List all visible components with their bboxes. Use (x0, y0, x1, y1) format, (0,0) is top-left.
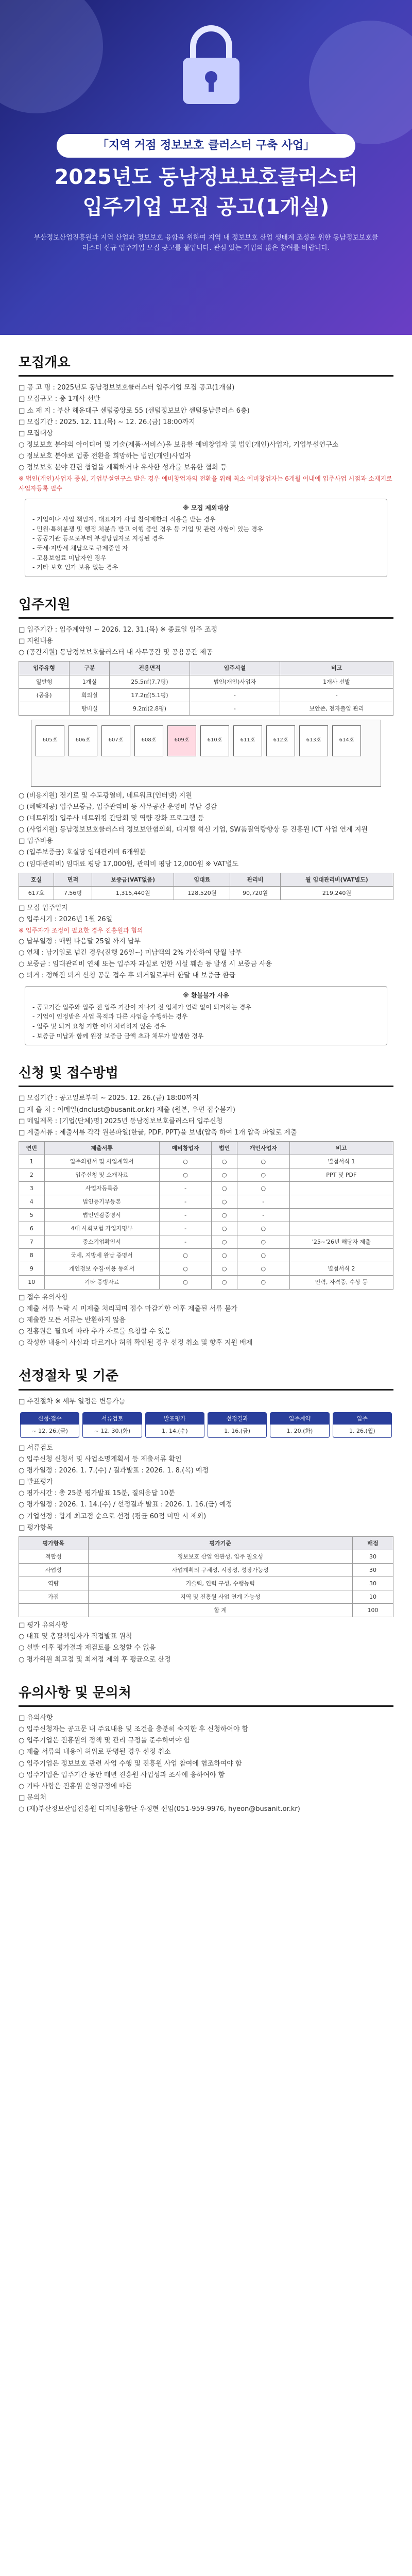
table-cell: - (237, 1195, 289, 1209)
table-cell: ○ (212, 1182, 237, 1195)
step-label: 선정결과 (208, 1413, 266, 1425)
text-line: ○ 제출 서류의 내용이 허위로 판명될 경우 선정 취소 (19, 1748, 171, 1756)
table-cell: ○ (237, 1262, 289, 1276)
table-header: 월 임대관리비(VAT별도) (280, 873, 393, 886)
text-line: ○ (입주보증금) 호실당 임대관리비 6개월분 (19, 849, 146, 857)
criteria-table (19, 1536, 393, 1617)
table-cell: (공용) (19, 688, 70, 702)
box-line: - 기업이 인정받은 사업 목적과 다른 사업을 수행하는 경우 (32, 1013, 188, 1021)
text-line: ○ (혜택제공) 입주보증금, 입주관리비 등 사무공간 운영비 부담 경감 (19, 803, 217, 811)
text-line: □ 입주기간 : 입주계약일 ~ 2026. 12. 31.(목) ※ 종료일 입주 조정 (19, 626, 218, 634)
text-line: □ 접수 유의사항 (19, 1293, 68, 1301)
table-cell: 9 (19, 1262, 45, 1276)
table-cell: PPT 및 PDF (289, 1168, 393, 1182)
table-cell: ○ (212, 1155, 237, 1168)
exclusion-box (25, 499, 387, 577)
table-cell: 1,315,440원 (92, 886, 174, 900)
table-row (19, 675, 393, 688)
process-step (20, 1412, 79, 1438)
note: ※ 법인(개인)사업자 중심, 기업부설연구소 발은 경우 예비창업자의 전환을 위해 최소 예비창업자는 6개월 이내에 입주사업 시점과 소재지로 사업자등록 필수 (19, 475, 392, 493)
section-overview (0, 352, 412, 577)
section-notice (0, 1683, 412, 1837)
text-line: ○ 입주시기 : 2026년 1월 26일 (19, 915, 113, 923)
table-row (19, 1249, 393, 1262)
cost-table (19, 873, 393, 900)
table-cell: 3 (19, 1182, 45, 1195)
deco-circle (309, 21, 412, 144)
table-header: 비고 (280, 662, 393, 675)
table-cell: ○ (159, 1262, 212, 1276)
section-apply (0, 1063, 412, 1348)
text-line: ○ 제출 서류 누락 시 미제출 처리되며 접수 마감기한 이후 제출된 서류 불가 (19, 1304, 238, 1313)
table-row (19, 1262, 393, 1276)
text-line: ○ 입주신청 신청서 및 사업소명계획서 등 제출서류 확인 (19, 1455, 182, 1463)
table-cell: - (190, 702, 280, 715)
text-line: □ 평가항목 (19, 1523, 53, 1532)
text-line: ○ 기타 사항은 진흥원 운영규정에 따름 (19, 1782, 132, 1790)
text-line: ○ 입주기업은 입주기간 동안 매년 진흥원 사업성과 조사에 응하여야 함 (19, 1771, 225, 1779)
text-line: ○ 납부일정 : 매월 다음달 25일 까지 납부 (19, 937, 141, 945)
section-title: 선정절차 및 기준 (19, 1368, 118, 1384)
divider (19, 1389, 393, 1391)
table-cell: ○ (237, 1155, 289, 1168)
table-cell: 17.2㎡(5.1평) (110, 688, 190, 702)
text-line: ○ 정보보호 분야의 아이디어 및 기술(제품·서비스)을 보유한 예비창업자 및 법인(개인)사업자, 기업부설연구소 (19, 441, 339, 449)
table-cell: ○ (159, 1249, 212, 1262)
text-line: □ 평가 유의사항 (19, 1621, 68, 1630)
room: 605호 (36, 725, 64, 756)
table-row (19, 1550, 393, 1563)
table-row (19, 1563, 393, 1577)
table-cell: ○ (237, 1249, 289, 1262)
table-cell: ○ (237, 1222, 289, 1235)
table-cell: 2 (19, 1168, 45, 1182)
text-line: ○ 연체 : 납기일로 넘긴 경우(진행 26일~) 미납액의 2% 가산하여 당월 납부 (19, 948, 242, 957)
table-cell: ○ (212, 1262, 237, 1276)
table-cell: 중소기업확인서 (44, 1235, 159, 1249)
text-line: ○ (공간지원) 동남정보보호클러스터 내 사무공간 및 공용공간 제공 (19, 649, 213, 657)
step-label: 입주 (333, 1413, 391, 1425)
table-cell: 입주의향서 및 사업계획서 (44, 1155, 159, 1168)
table-header: 평가기준 (88, 1536, 352, 1550)
section-selection (0, 1366, 412, 1665)
table-cell: 가점 (19, 1590, 89, 1604)
table-cell: 지역 및 진흥원 사업 연계 가능성 (88, 1590, 352, 1604)
box-line: - 민원·특허분쟁 및 행정 처분을 받고 이행 중인 경우 등 기업 및 관련 사항이 있는 경우 (32, 525, 263, 533)
table-cell: '25~'26년 해당자 제출 (289, 1235, 393, 1249)
divider (19, 1086, 393, 1087)
process-steps (19, 1412, 393, 1438)
box-line: - 기업이나 사업 책임자, 대표자가 사업 참여제한의 적용을 받는 경우 (32, 516, 216, 523)
text-line: □ 모집기간 : 공고일로부터 ~ 2025. 12. 26.(금) 18:00까지 (19, 1094, 199, 1103)
room: 606호 (68, 725, 97, 756)
text-line: ○ 제출한 모든 서류는 반환하지 않음 (19, 1316, 126, 1324)
table-row (19, 1604, 393, 1617)
table-row (19, 1168, 393, 1182)
text-line: ○ 평가일정 : 2026. 1. 14.(수) / 선정결과 발표 : 2026. 1. 16.(금) 예정 (19, 1501, 232, 1509)
step-date: ~ 12. 26.(금) (31, 1427, 68, 1434)
table-cell: 617호 (19, 886, 54, 900)
room: 610호 (200, 725, 229, 756)
text-line: □ 소 재 지 : 부산 해운대구 센텀중앙로 55 (센텀정보보안 센텀동남클러스 6층) (19, 406, 250, 415)
text-line: □ 입주비용 (19, 837, 53, 845)
table-header: 보증금(VAT없음) (92, 873, 174, 886)
table-row (19, 1577, 393, 1590)
table-cell: 1 (19, 1155, 45, 1168)
room-highlight: 609호 (167, 725, 196, 756)
process-step (82, 1412, 142, 1438)
table-header: 배점 (352, 1536, 393, 1550)
table-cell: ○ (159, 1168, 212, 1182)
table-header: 입주유형 (19, 662, 70, 675)
table-cell: 1개사 선발 (280, 675, 393, 688)
divider (19, 1705, 393, 1707)
table-cell: 9.2㎡(2.8평) (110, 702, 190, 715)
box-title: ※ 모집 제외대상 (183, 504, 229, 512)
room: 608호 (134, 725, 163, 756)
table-header: 입주시설 (190, 662, 280, 675)
text-line: □ 발표평가 (19, 1478, 53, 1486)
text-line: □ 모집 입주일자 (19, 904, 68, 912)
box-line: - 공공기관 등으로부터 부정당업자로 지정된 경우 (32, 535, 164, 543)
table-row (19, 1276, 393, 1289)
section-title: 모집개요 (19, 355, 71, 370)
table-cell: - (159, 1195, 212, 1209)
text-line: ○ 대표 및 총괄책임자가 직접발표 원칙 (19, 1633, 132, 1641)
step-date: 1. 16.(금) (224, 1427, 250, 1434)
table-cell: 1개실 (70, 675, 110, 688)
text-line: ○ 입주신청자는 공고문 내 주요내용 및 조건을 충분히 숙지한 후 신청하여야 함 (19, 1725, 249, 1734)
hero-badge: 「지역 거점 정보보호 클러스터 구축 사업」 (57, 134, 355, 158)
text-line: □ 지원내용 (19, 637, 53, 646)
table-cell: 회의실 (70, 688, 110, 702)
text-line: □ 메일제목 : [기업(단체)명] 2025년 동남정보보호클러스터 입주신청 (19, 1117, 223, 1125)
room: 607호 (101, 725, 130, 756)
text-line: ○ 기업선정 : 합계 최고점 순으로 선정 (평균 60점 미만 시 제외) (19, 1512, 207, 1520)
table-cell: 국세, 지방세 완납 증명서 (44, 1249, 159, 1262)
table-cell: - (159, 1222, 212, 1235)
refund-box (25, 986, 387, 1045)
table-cell: - (159, 1209, 212, 1222)
table-cell (289, 1182, 393, 1195)
table-cell: 128,520원 (174, 886, 230, 900)
table-cell: 4 (19, 1195, 45, 1209)
table-header: 관리비 (230, 873, 280, 886)
step-label: 입주계약 (270, 1413, 329, 1425)
table-cell: 100 (352, 1604, 393, 1617)
process-step (270, 1412, 329, 1438)
text-line: ○ (네트워킹) 입주사 네트워킹 간담회 및 역량 강화 프로그램 등 (19, 814, 204, 822)
section-title: 신청 및 접수방법 (19, 1065, 118, 1081)
text-line: ○ 진흥원은 필요에 따라 추가 자료를 요청할 수 있음 (19, 1327, 171, 1335)
table-header: 제출서류 (44, 1142, 159, 1155)
text-line: □ 문의처 (19, 1794, 47, 1802)
table-cell: 기술력, 인력 구성, 수행능력 (88, 1577, 352, 1590)
box-line: - 공고기간 입주와 입주 전 입주 기간이 지나기 전 업체가 연락 없이 퇴거하는 경우 (32, 1003, 251, 1011)
section-support (0, 595, 412, 1045)
table-cell: 30 (352, 1550, 393, 1563)
step-label: 발표평가 (146, 1413, 204, 1425)
table-body (19, 1550, 393, 1617)
hero-title-1: 2025년도 동남정보보호클러스터 (54, 165, 358, 189)
table-cell: 별첨서식 1 (289, 1155, 393, 1168)
table-cell: - (159, 1235, 212, 1249)
step-label: 서류검토 (83, 1413, 141, 1425)
table-row (19, 1182, 393, 1195)
step-date: 1. 26.(월) (349, 1427, 375, 1434)
table-cell: 5 (19, 1209, 45, 1222)
table-row (19, 1235, 393, 1249)
process-step (145, 1412, 204, 1438)
text-line: ○ 퇴거 : 정해진 퇴거 신청 공문 접수 후 퇴거일로부터 한달 내 보증금 환급 (19, 972, 236, 980)
table-cell: 적합성 (19, 1550, 89, 1563)
box-line: - 국세·지방세 체납으로 규제중인 자 (32, 544, 128, 552)
table-header: 예비창업자 (159, 1142, 212, 1155)
text-line: ○ 정보보호 분야 관련 협업을 계획하거나 유사한 성과를 보유한 협회 등 (19, 464, 227, 472)
floor-plan (31, 720, 381, 787)
table-header: 호실 (19, 873, 54, 886)
table-header: 법인 (212, 1142, 237, 1155)
table-cell: 법인(개인)사업자 (190, 675, 280, 688)
step-date: 1. 14.(수) (161, 1427, 188, 1434)
table-cell: ○ (237, 1235, 289, 1249)
text-line: ○ 선발 이후 평가결과 재검토를 요청할 수 없음 (19, 1644, 156, 1652)
table-cell (289, 1209, 393, 1222)
table-cell: 법인등기부등본 (44, 1195, 159, 1209)
table-body (19, 1155, 393, 1289)
table-cell: ○ (237, 1168, 289, 1182)
table-cell: ○ (212, 1195, 237, 1209)
table-cell: 보안존, 전자출입 관리 (280, 702, 393, 715)
table-header: 비고 (289, 1142, 393, 1155)
table-cell: - (237, 1209, 289, 1222)
table-cell: 30 (352, 1563, 393, 1577)
box-line: - 기타 보호 인가 보유 없는 경우 (32, 564, 118, 571)
table-cell: 탕비실 (70, 702, 110, 715)
text-line: □ 유의사항 (19, 1714, 53, 1722)
table-cell: ○ (159, 1155, 212, 1168)
box-line: - 보증금 미납과 함께 원장 보증금 금액 초과 채무가 발생한 경우 (32, 1032, 204, 1040)
box-line: - 고용보험료 미납자인 경우 (32, 554, 107, 562)
text-line: ○ 입주기업은 진흥원의 정책 및 관리 규정을 준수하여야 함 (19, 1737, 191, 1745)
table-cell: ○ (212, 1222, 237, 1235)
table-cell: ○ (212, 1235, 237, 1249)
text-line: ○ 정보보호 분야로 업종 전환을 희망하는 법인(개인)사업자 (19, 452, 192, 461)
table-cell: 7 (19, 1235, 45, 1249)
table-cell: 90,720원 (230, 886, 280, 900)
table-cell: 6 (19, 1222, 45, 1235)
table-header: 면적 (54, 873, 92, 886)
table-cell: ○ (212, 1168, 237, 1182)
table-cell: 10 (352, 1590, 393, 1604)
table-cell (289, 1222, 393, 1235)
text-line: □ 제출서류 : 제출서류 각각 원본파일(한글, PDF, PPT)을 보냄(압축 하여 1개 압축 파일로 제출 (19, 1128, 297, 1137)
space-table (19, 661, 393, 715)
text-line: □ 제 출 처 : 이메일(dnclust@busanit.or.kr) 제출 (원본, 우편 접수불가) (19, 1106, 235, 1114)
table-cell: ○ (212, 1249, 237, 1262)
table-cell: 30 (352, 1577, 393, 1590)
table-cell: 사업성 (19, 1563, 89, 1577)
hero-title-2: 입주기업 모집 공고(1개실) (82, 195, 330, 219)
table-cell: 법인인감증명서 (44, 1209, 159, 1222)
table-row (19, 886, 393, 900)
table-cell: 인력, 자격증, 수상 등 (289, 1276, 393, 1289)
table-cell: 역량 (19, 1577, 89, 1590)
table-cell: 25.5㎡(7.7평) (110, 675, 190, 688)
table-row (19, 1590, 393, 1604)
text-line: ○ 평가일정 : 2026. 1. 7.(수) / 결과발표 : 2026. 1. 8.(목) 예정 (19, 1467, 209, 1475)
table-row (19, 688, 393, 702)
room: 612호 (266, 725, 295, 756)
text-line: □ 공 고 명 : 2025년도 동남정보보호클러스터 입주기업 모집 공고(1개실) (19, 384, 235, 392)
text-line: ○ (비용지원) 전기료 및 수도광열비, 네트워크(인터넷) 지원 (19, 791, 192, 800)
table-cell: 4대 사회보험 가입자명부 (44, 1222, 159, 1235)
table-cell: ○ (212, 1209, 237, 1222)
contact-line: ○ (재)부산정보산업진흥원 디지털융합단 우정현 선임(051-959-9976, hyeon@busanit.or.kr) (19, 1805, 300, 1814)
hero-banner (0, 0, 412, 335)
divider (19, 375, 393, 377)
hero-description: 부산정보산업진흥원과 지역 산업과 정보보호 융합을 위하여 지역 내 정보보호 산업 생태계 조성을 위한 동남정보보호클러스터 신규 입주기업 모집 공고를 붙입니다. 관심 있는 기업의 많은 참여를 바랍니다. (33, 234, 379, 252)
step-date: ~ 12. 30.(화) (94, 1427, 131, 1434)
note: ※ 입주자가 조정이 필요한 경우 진흥원과 협의 (19, 927, 143, 935)
table-cell: - (159, 1182, 212, 1195)
table-header: 평가항목 (19, 1536, 89, 1550)
lock-icon (175, 21, 247, 108)
table-row (19, 1209, 393, 1222)
documents-table (19, 1141, 393, 1290)
table-cell: 별첨서식 2 (289, 1262, 393, 1276)
text-line: □ 추진절차 ※ 세부 일정은 변동가능 (19, 1397, 126, 1405)
text-line: ○ 평가시간 : 총 25분 평가발표 15분, 질의응답 10분 (19, 1489, 175, 1498)
table-header: 연번 (19, 1142, 45, 1155)
room: 611호 (233, 725, 262, 756)
room: 614호 (332, 725, 361, 756)
process-step (333, 1412, 392, 1438)
table-row (19, 1222, 393, 1235)
process-step (208, 1412, 267, 1438)
table-cell: 사업자등록증 (44, 1182, 159, 1195)
table-cell (289, 1249, 393, 1262)
table-cell (289, 1195, 393, 1209)
table-header: 개인사업자 (237, 1142, 289, 1155)
table-cell: ○ (237, 1182, 289, 1195)
table-cell: - (190, 688, 280, 702)
table-cell: ○ (212, 1276, 237, 1289)
table-cell: - (280, 688, 393, 702)
table-cell: 개인정보 수집·이용 동의서 (44, 1262, 159, 1276)
table-cell: 10 (19, 1276, 45, 1289)
text-line: ○ 평가위원 최고점 및 최저점 제외 후 평균으로 산정 (19, 1655, 171, 1664)
text-line: □ 모집규모 : 총 1개사 선발 (19, 395, 100, 403)
table-header: 전용면적 (110, 662, 190, 675)
text-line: □ 모집대상 (19, 429, 53, 437)
table-cell: 일반형 (19, 675, 70, 688)
table-cell: 7.56평 (54, 886, 92, 900)
table-cell: 기타 증빙자료 (44, 1276, 159, 1289)
step-date: 1. 20.(화) (286, 1427, 313, 1434)
text-line: ○ 입주기업은 정보보호 관련 사업 수행 및 진흥원 사업 참여에 협조하여야 함 (19, 1759, 242, 1768)
table-cell (19, 1604, 89, 1617)
box-line: - 입주 및 퇴거 요청 기한 이내 처리하지 않은 경우 (32, 1022, 166, 1030)
table-header: 임대료 (174, 873, 230, 886)
room: 613호 (299, 725, 328, 756)
text-line: ○ 작성한 내용이 사실과 다르거나 허위 확인될 경우 선정 취소 및 향후 지원 배제 (19, 1339, 253, 1347)
table-cell: 합 계 (88, 1604, 352, 1617)
table-row (19, 1155, 393, 1168)
table-cell: 사업계획의 구체성, 시장성, 성장가능성 (88, 1563, 352, 1577)
table-cell: ○ (237, 1276, 289, 1289)
table-cell: 정보보호 산업 연관성, 입주 필요성 (88, 1550, 352, 1563)
section-title: 입주지원 (19, 597, 71, 613)
table-header: 구분 (70, 662, 110, 675)
text-line: ○ (사업지원) 동남정보보호클러스터 정보보안협의회, 디지털 혁신 기업, SW품질역량향상 등 진흥원 ICT 사업 연계 지원 (19, 826, 368, 834)
box-title: ※ 환불불가 사유 (183, 992, 229, 999)
divider (19, 617, 393, 619)
section-title: 유의사항 및 문의처 (19, 1685, 132, 1701)
text-line: ○ (임대관리비) 임대료 평당 17,000원, 관리비 평당 12,000원 ※ VAT별도 (19, 860, 239, 868)
table-cell: 219,240원 (280, 886, 393, 900)
table-row (19, 702, 393, 715)
deco-circle (0, 0, 103, 113)
text-line: □ 모집기간 : 2025. 12. 11.(목) ~ 12. 26.(금) 18:00까지 (19, 418, 195, 426)
table-cell: 8 (19, 1249, 45, 1262)
table-cell: 입주신청 및 소개자료 (44, 1168, 159, 1182)
table-cell (19, 702, 70, 715)
table-row (19, 1195, 393, 1209)
text-line: □ 서류검토 (19, 1444, 53, 1452)
step-label: 신청·접수 (21, 1413, 79, 1425)
table-cell: ○ (159, 1276, 212, 1289)
text-line: ○ 보증금 : 임대관리비 연체 또는 입주자 과실로 인한 시설 훼손 등 발생 시 보증금 사용 (19, 960, 272, 968)
